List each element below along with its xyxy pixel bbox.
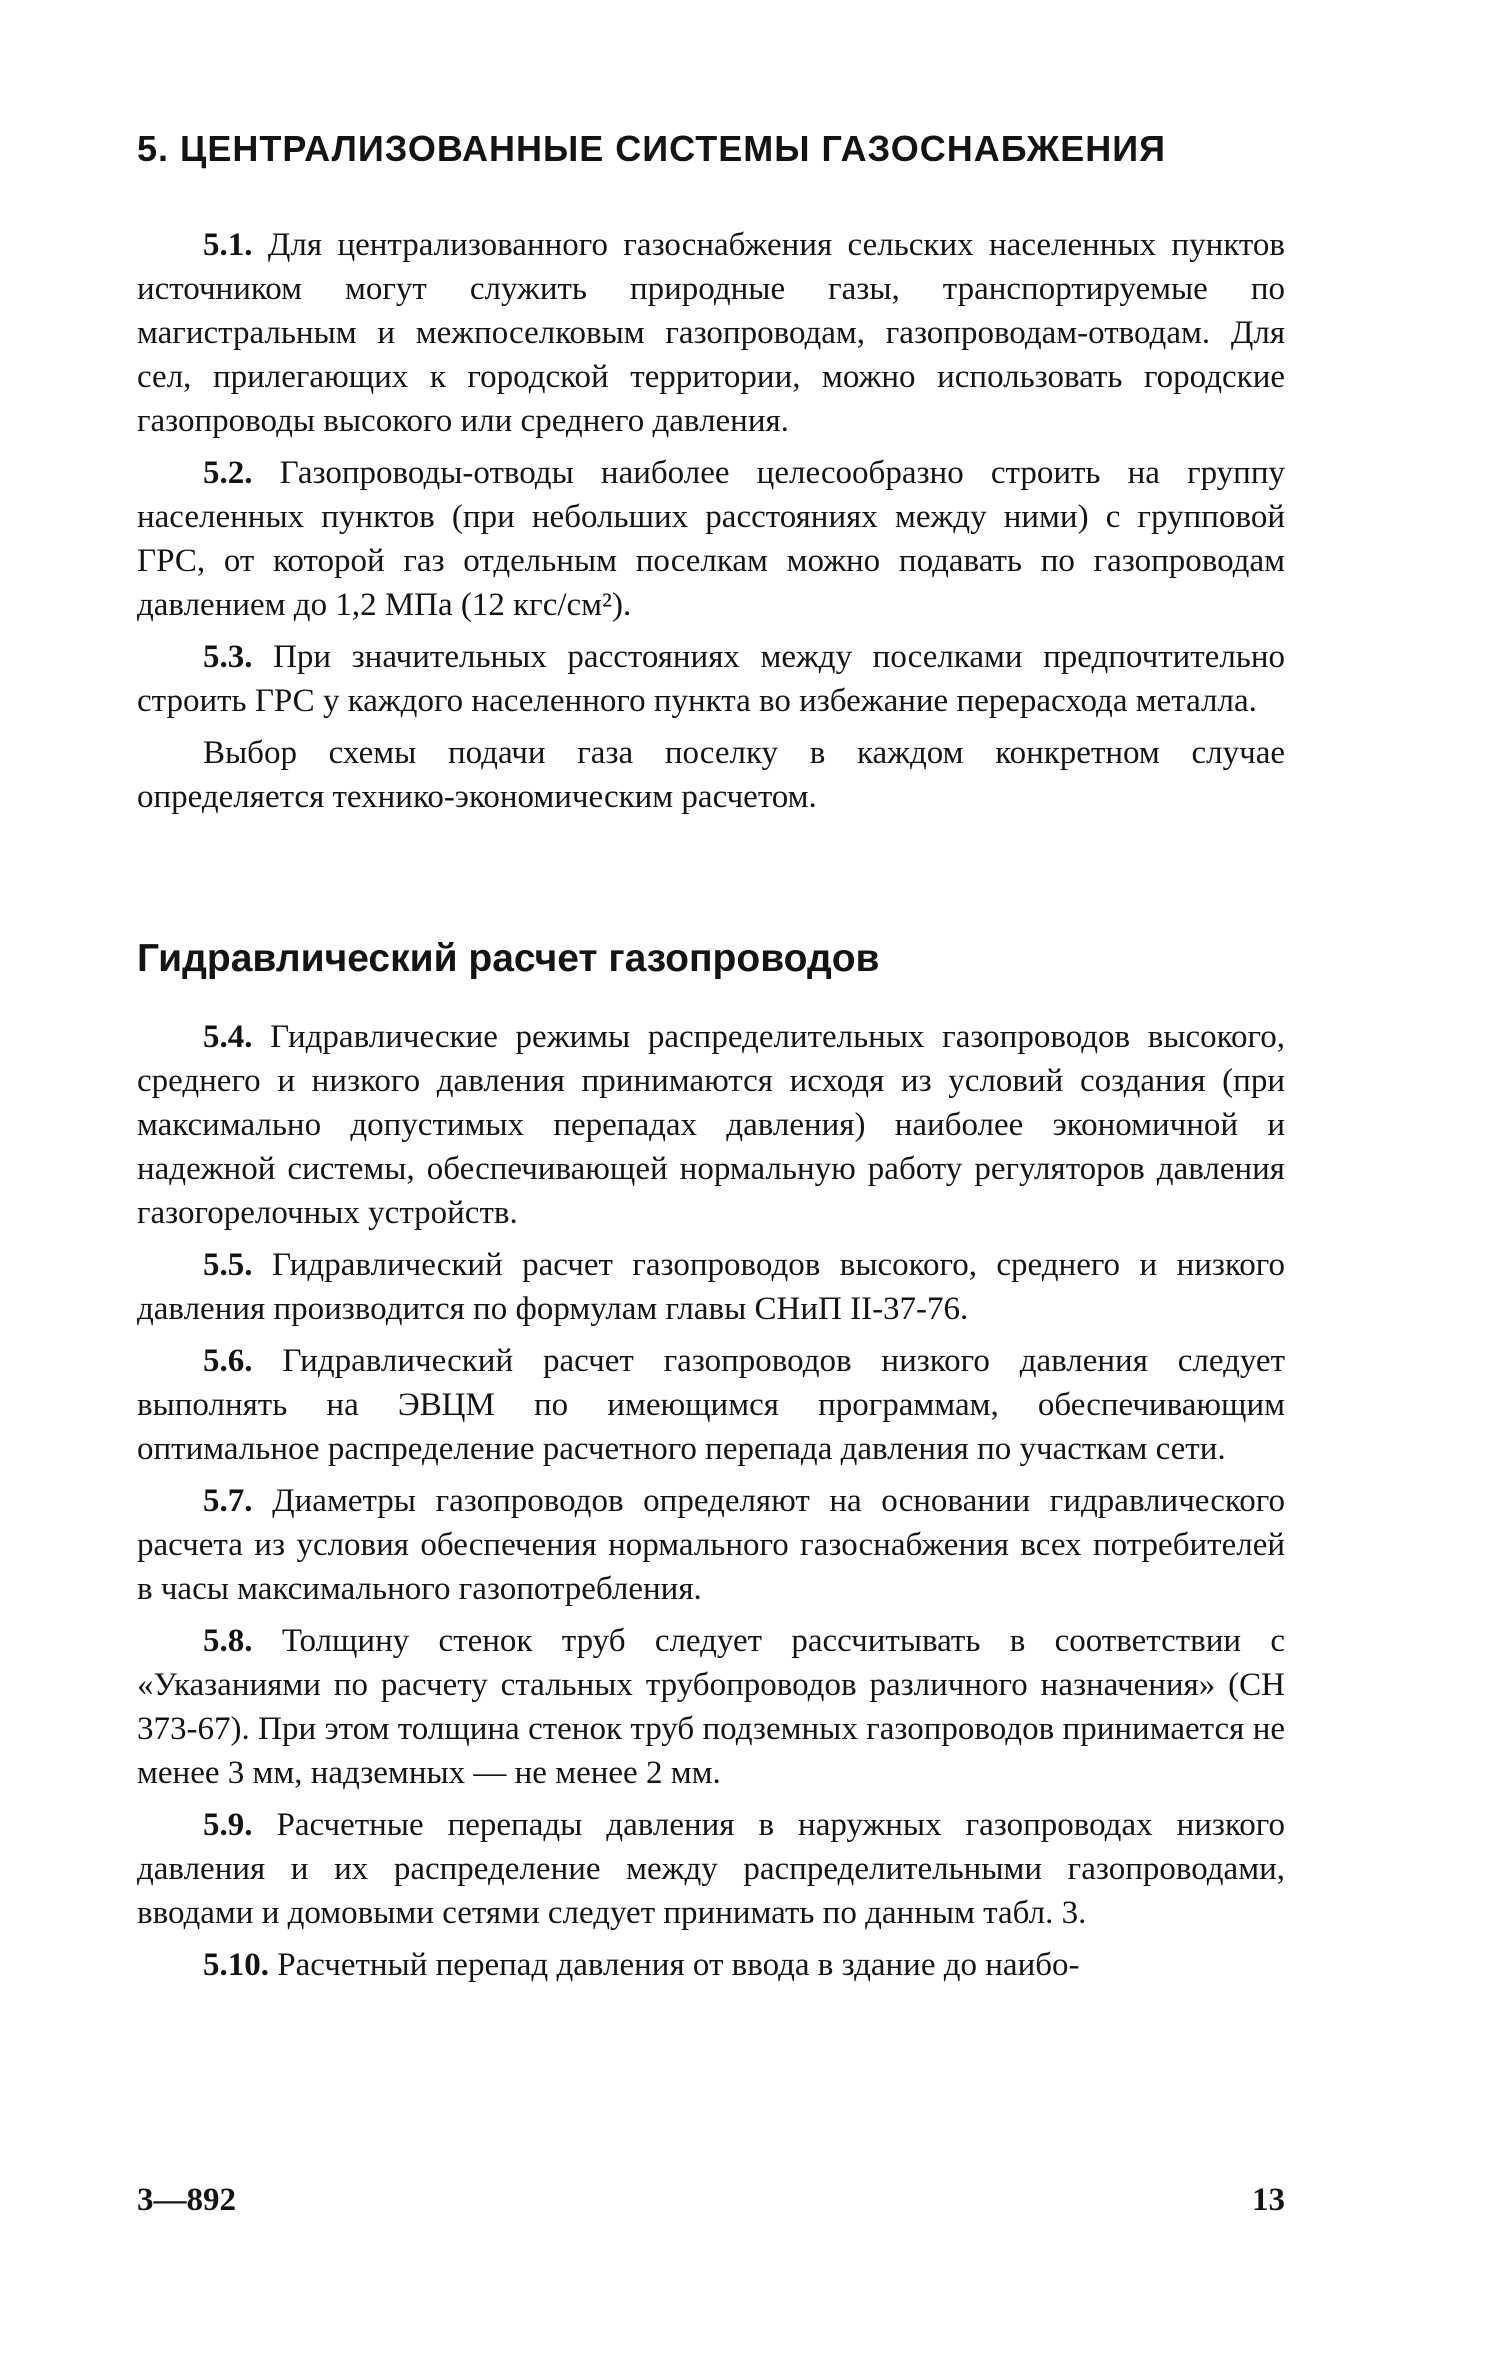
paragraph-text: Расчетные перепады давления в наружных газопроводах низкого давления и их распределение между распределительными газопроводами, вводами и домовыми сетями следует принимать по данным табл. 3. <box>137 1807 1286 1931</box>
paragraph-text: Газопроводы-отводы наиболее целесообразно строить на группу населенных пунктов (при небольших расстояниях между ними) с групповой ГРС, от которой газ отдельным поселкам можно подавать по газопроводам давлением до 1,2 МПа (12 кгс/см²). <box>137 455 1285 623</box>
paragraph-number: 5.6. <box>203 1343 253 1379</box>
section-title: 5. ЦЕНТРАЛИЗОВАННЫЕ СИСТЕМЫ ГАЗОСНАБЖЕНИЯ <box>137 128 1166 169</box>
hydraulic-calculation-block <box>137 1015 1285 1987</box>
paragraph-number: 5.3. <box>203 639 253 675</box>
footer-signature-code: 3—892 <box>137 2182 236 2218</box>
paragraph-5-7 <box>137 1479 1285 1611</box>
paragraph-text: Для централизованного газоснабжения сельских населенных пунктов источником могут служить природные газы, транспортируемые по магистральным и межпоселковым газопроводам, газопроводам-отводам. Для сел, прилегающих к городской территории, можно использовать городские газопроводы высокого или среднего давления. <box>137 227 1285 439</box>
paragraph-5-8 <box>137 1619 1285 1795</box>
paragraph-5-4 <box>137 1015 1285 1235</box>
paragraph-text: Гидравлические режимы распределительных газопроводов высокого, среднего и низкого давления принимаются исходя из условий создания (при максимально допустимых перепадах давления) наиболее экономичной и надежной системы, обеспечивающей нормальную работу регуляторов давления газогорелочных устройств. <box>137 1019 1285 1231</box>
paragraph-text: Расчетный перепад давления от ввода в здание до наибо- <box>277 1947 1080 1983</box>
paragraph-5-5 <box>137 1243 1285 1331</box>
paragraph-text: Гидравлический расчет газопроводов высокого, среднего и низкого давления производится по формулам главы СНиП II-37-76. <box>137 1247 1286 1327</box>
paragraph-number: 5.4. <box>203 1019 253 1055</box>
paragraph-number: 5.1. <box>203 227 253 263</box>
paragraph-5-1 <box>137 223 1285 443</box>
paragraph-text: Гидравлический расчет газопроводов низкого давления следует выполнять на ЭВЦМ по имеющимся программам, обеспечивающим оптимальное распределение расчетного перепада давления по участкам сети. <box>137 1343 1285 1467</box>
section-intro-block <box>137 223 1285 819</box>
paragraph-text: Выбор схемы подачи газа поселку в каждом конкретном случае определяется технико-экономическим расчетом. <box>137 735 1285 815</box>
paragraph-text: Толщину стенок труб следует рассчитывать в соответствии с «Указаниями по расчету стальных трубопроводов различного назначения» (СН 373-67). При этом толщина стенок труб подземных газопроводов принимается не менее 3 мм, надземных — не менее 2 мм. <box>137 1623 1286 1791</box>
paragraph-5-6 <box>137 1339 1285 1471</box>
subheading-hydraulic-calculation: Гидравлический расчет газопроводов <box>137 937 880 980</box>
paragraph-5-2 <box>137 451 1285 627</box>
paragraph-text: При значительных расстояниях между поселками предпочтительно строить ГРС у каждого населенного пункта во избежание перерасхода металла. <box>137 639 1286 719</box>
paragraph-number: 5.9. <box>203 1807 253 1843</box>
paragraph-number: 5.7. <box>203 1483 253 1519</box>
paragraph-number: 5.5. <box>203 1247 253 1283</box>
paragraph-5-9 <box>137 1803 1285 1935</box>
paragraph-number: 5.10. <box>203 1947 269 1983</box>
paragraph-text: Диаметры газопроводов определяют на основании гидравлического расчета из условия обеспечения нормального газоснабжения всех потребителей в часы максимального газопотребления. <box>137 1483 1285 1607</box>
paragraph-5-3 <box>137 635 1285 723</box>
paragraph-5-10 <box>137 1943 1285 1987</box>
document-page <box>137 0 1285 2362</box>
page-number: 13 <box>1252 2182 1285 2218</box>
paragraph-scheme-choice <box>137 731 1285 819</box>
paragraph-number: 5.2. <box>203 455 253 491</box>
paragraph-number: 5.8. <box>203 1623 253 1659</box>
